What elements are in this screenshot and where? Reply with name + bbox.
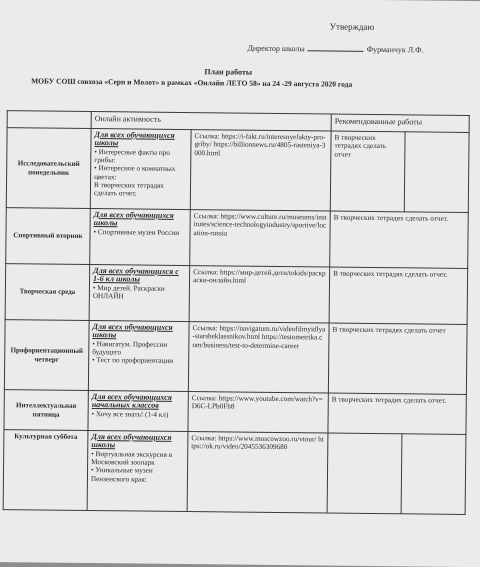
signature-blank xyxy=(308,50,364,52)
links-cell: Ссылка: https://www.moscowzoo.ru/vtour/ https://ok.ru/video/2045536309680 xyxy=(187,432,328,513)
day-cell: Интеллектуальная пятница xyxy=(4,390,88,431)
header-recommended: Рекомендованные работы xyxy=(331,114,469,132)
audience-label: Для всех обучающихся школы xyxy=(94,130,175,148)
activity-cell xyxy=(90,129,191,210)
links-cell: Ссылка: https://navigatum.ru/videofilmyidlya-starsheklassnikov.html https://testometrika.com/business/test-to-determine-career xyxy=(188,322,329,393)
day-cell: Творческая среда xyxy=(5,264,90,321)
plan-subtitle: МОБУ СОШ совхоза «Серп и Молот» в рамках «Онлайн ЛЕТО 58» на 24 -29 августа 2020 года xyxy=(31,76,353,89)
audience-label: Для всех обучающихся школы xyxy=(93,210,174,228)
recommended-cell: В творческих тетрадях сделать отчет. xyxy=(328,393,466,434)
day-cell: Профориентационный четверг xyxy=(4,320,89,391)
day-cell: Исследовательский понедельник xyxy=(6,128,91,209)
table-row xyxy=(4,320,467,395)
activity-item: • Спортивные музеи России xyxy=(93,228,186,237)
audience-label: Для всех обучающихся школы xyxy=(91,432,172,450)
links-cell: Ссылка: https://i-fakt.ru/interesnyefakty-pro-griby/ https://billionnews.ru/4805-rasteniya-3000.html xyxy=(190,130,331,211)
plan-title: План работы xyxy=(204,67,253,77)
director-signature-line xyxy=(247,44,423,55)
activity-cell xyxy=(87,431,188,512)
audience-label: Для всех обучающихся школы xyxy=(92,322,173,340)
activity-note: В творческих тетрадях сделать отчет. xyxy=(93,180,164,198)
activity-cell xyxy=(89,265,190,322)
day-cell: Спортивный вторник xyxy=(6,208,91,265)
audience-label: Для всех обучающихся с 1-6 кл школы xyxy=(92,266,179,284)
director-name: Фурманчук Л.Ф. xyxy=(366,44,424,55)
recommended-cell: В творческих тетрадях сделать отчет xyxy=(330,131,405,212)
plan-table xyxy=(3,110,470,515)
activity-cell xyxy=(88,391,188,432)
activity-item: • Мир детей. Раскраски ОНЛАЙН xyxy=(93,284,186,302)
activity-item: • Виртуальная экскурсия в Московский зоопарк xyxy=(91,450,184,468)
table-row xyxy=(6,128,469,213)
recommended-cell: В творческих тетрадях сделать отчет xyxy=(328,323,467,394)
recommended-cell: В творческих тетрадях сделать отчет. xyxy=(330,211,469,268)
links-cell: Ссылка: https://мир-детей.дети/tokids/раскраски-онлайн.html xyxy=(189,266,330,323)
recommended-cell xyxy=(327,433,402,514)
links-cell: Ссылка: https://www.culture.ru/museums/institutes/science-technologyindustry/sportive/location-russia xyxy=(190,210,331,267)
day-cell: Культурная суббота xyxy=(3,430,88,511)
approval-label: Утверждаю xyxy=(329,21,375,32)
audience-label: Для всех обучающихся начальных классов xyxy=(91,392,172,411)
activity-cell xyxy=(88,321,189,392)
activity-item: • Интересное о комнатных цветах: xyxy=(94,164,187,182)
links-cell: Ссылка: https://www.youtube.com/watch?v=D6C-LPb0Fh8 xyxy=(188,392,328,433)
activity-item: • Навигатум. Профессии будущего xyxy=(92,340,185,358)
activity-cell xyxy=(90,209,191,266)
recommended-cell: В творческих тетрадях сделать отчет. xyxy=(329,267,468,324)
table-row xyxy=(6,208,469,269)
table-row xyxy=(3,430,466,515)
activity-item: • Интересные факты про грибы: xyxy=(94,148,187,166)
table-row xyxy=(4,390,466,435)
table-row xyxy=(5,264,468,325)
director-prefix: Директор школы xyxy=(247,43,305,54)
header-activity: Онлайн активность xyxy=(91,112,331,132)
activity-item: • Хочу все знать! (1-4 кл) xyxy=(92,410,185,419)
activity-item: • Уникальные музеи Пензенского края: xyxy=(91,466,184,484)
activity-item: • Тест по профориентации xyxy=(92,356,185,365)
